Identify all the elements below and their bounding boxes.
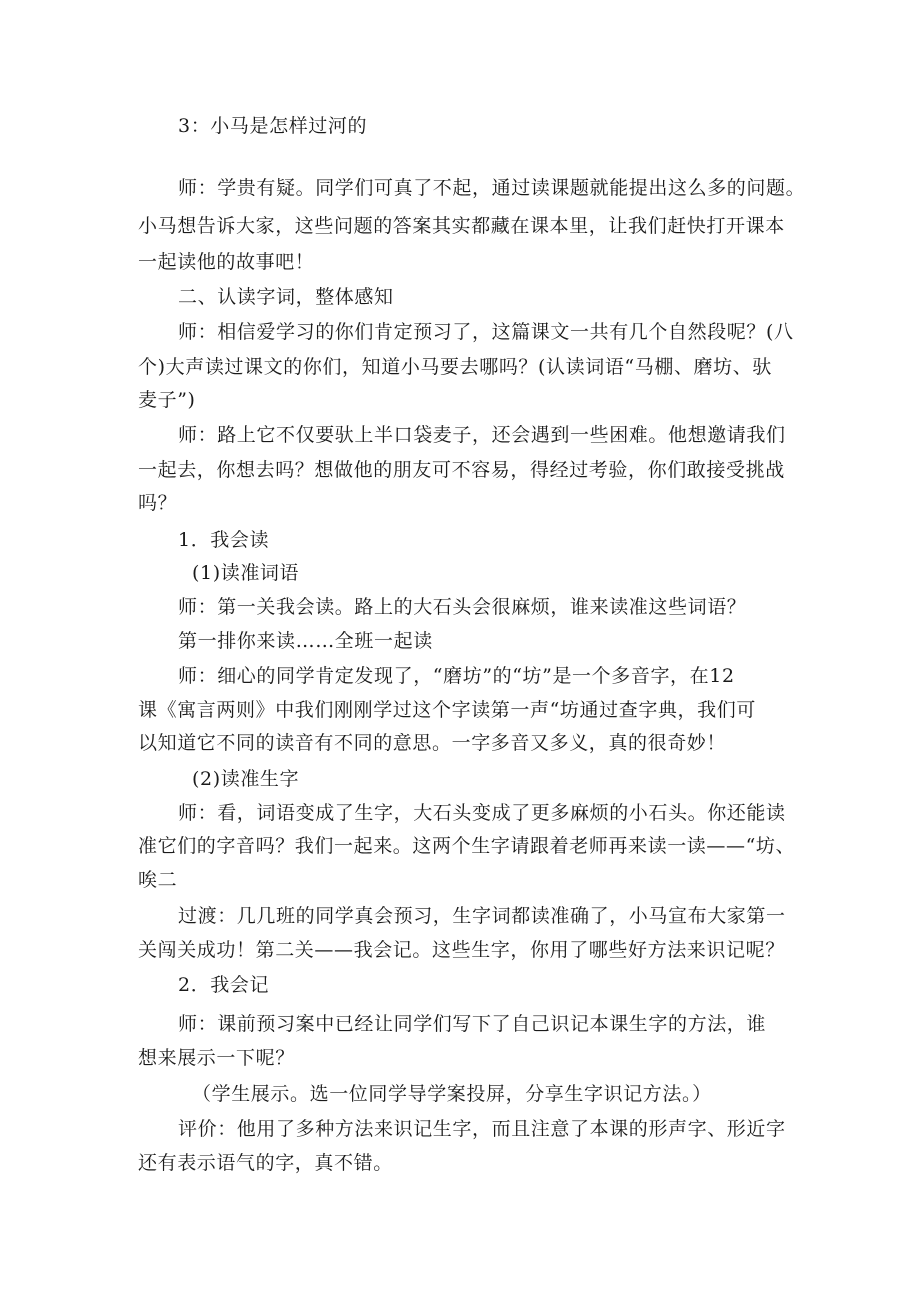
subsection-heading: 2．我会记 [178, 974, 270, 996]
section-heading: 二、认读字词，整体感知 [178, 286, 394, 308]
subsection-heading: (2)读准生字 [192, 768, 300, 790]
subsection-heading: (1)读准词语 [192, 562, 300, 584]
paragraph-line: 个)大声读过课文的你们，知道小马要去哪吗？(认读词语“马棚、磨坊、驮 [138, 356, 772, 378]
paragraph-line: 一起去，你想去吗？想做他的朋友可不容易，得经过考验，你们敢接受挑战 [138, 459, 785, 481]
paragraph-line: 想来展示一下呢？ [138, 1047, 295, 1069]
paragraph-line: 师：学贵有疑。同学们可真了不起，通过读课题就能提出这么多的问题。 [178, 177, 806, 199]
paragraph-line: 师：看，词语变成了生字，大石头变成了更多麻烦的小石头。你还能读 [178, 802, 786, 824]
paragraph-line: 准它们的字音吗？我们一起来。这两个生字请跟着老师再来读一读——“坊、 [138, 835, 796, 857]
paragraph-line: 第一排你来读……全班一起读 [178, 630, 433, 652]
paragraph-line: 以知道它不同的读音有不同的意思。一字多音又多义，真的很奇妙！ [138, 732, 727, 754]
paragraph-line: 唉二 [138, 869, 178, 891]
paragraph-line: 师：课前预习案中已经让同学们写下了自己识记本课生字的方法，谁 [178, 1013, 767, 1035]
paragraph-line: 师：细心的同学肯定发现了，“磨坊”的“坊”是一个多音字，在12 [178, 665, 735, 687]
heading-question-3: 3：小马是怎样过河的 [178, 115, 368, 137]
paragraph-line: 师：相信爱学习的你们肯定预习了，这篇课文一共有几个自然段呢？(八 [178, 321, 794, 343]
paragraph-line: 关闯关成功！第二关——我会记。这些生字，你用了哪些好方法来识记呢？ [138, 939, 785, 961]
paragraph-line: 小马想告诉大家，这些问题的答案其实都藏在课本里，让我们赶快打开课本 [138, 215, 785, 237]
paragraph-line: 还有表示语气的字，真不错。 [138, 1152, 393, 1174]
paragraph-line: 麦子”) [138, 389, 196, 411]
paragraph-line: 评价：他用了多种方法来识记生字，而且注意了本课的形声字、形近字 [178, 1118, 786, 1140]
paragraph-line: 吗？ [138, 492, 178, 514]
paragraph-line: 师：第一关我会读。路上的大石头会很麻烦，谁来读准这些词语？ [178, 596, 747, 618]
subsection-heading: 1．我会读 [178, 529, 270, 551]
paragraph-line: 课《寓言两则》中我们刚刚学过这个字读第一声“坊通过查字典，我们可 [138, 699, 756, 721]
paragraph-line: （学生展示。选一位同学导学案投屏，分享生字识记方法。） [192, 1083, 712, 1105]
paragraph-line: 一起读他的故事吧！ [138, 251, 315, 273]
paragraph-line: 过渡：几几班的同学真会预习，生字词都读准确了，小马宣布大家第一 [178, 905, 786, 927]
paragraph-line: 师：路上它不仅要驮上半口袋麦子，还会遇到一些困难。他想邀请我们 [178, 424, 786, 446]
